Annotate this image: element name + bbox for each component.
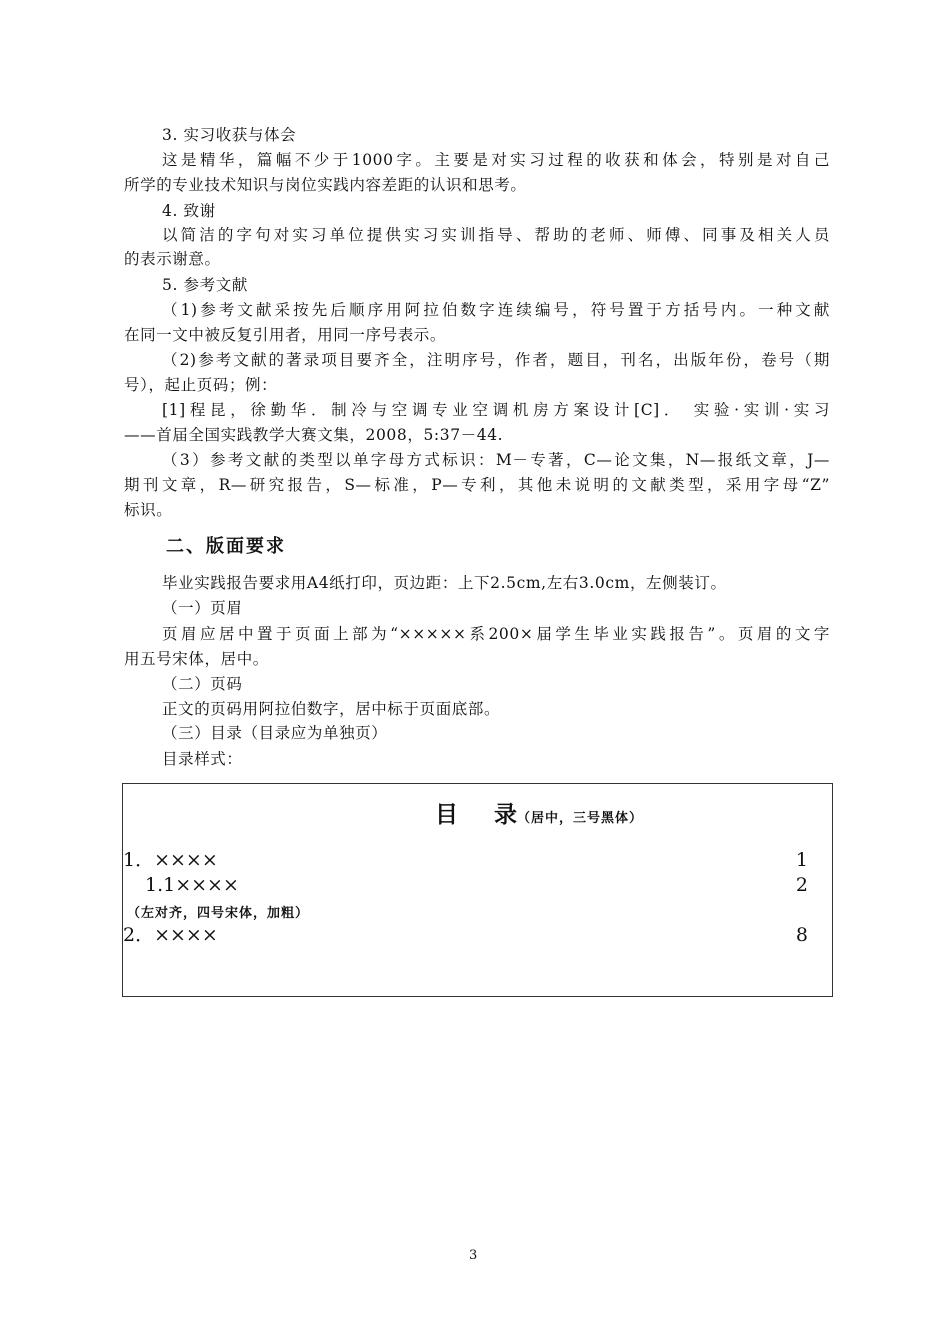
paragraph-line: 期刊文章，R—研究报告，S—标准，P—专利，其他未说明的文献类型，采用字母“Z”	[124, 476, 830, 494]
paragraph-line: 正文的页码用阿拉伯数字，居中标于页面底部。	[162, 700, 501, 718]
toc-title-char: 录	[494, 802, 517, 828]
toc-title	[435, 796, 643, 829]
paragraph-line: （3）参考文献的类型以单字母方式标识：M－专著，C—论文集，N—报纸文章，J—	[162, 451, 830, 469]
toc-entry-label: 2．××××	[123, 924, 218, 946]
toc-entry-label: 1.1××××	[145, 874, 239, 896]
toc-entry-page: 2	[795, 874, 808, 896]
toc-entry-page: 8	[795, 924, 808, 946]
subheading-toc: （三）目录（目录应为单独页）	[162, 724, 388, 742]
paragraph-line: 以简洁的字句对实习单位提供实习实训指导、帮助的老师、师傅、同事及相关人员	[162, 226, 830, 244]
subheading-header: （一）页眉	[162, 599, 243, 617]
subheading-references: 5. 参考文献	[162, 276, 248, 294]
paragraph-line: 页眉应居中置于页面上部为“×××××系200×届学生毕业实践报告”。页眉的文字	[162, 625, 830, 643]
toc-entry-label: 1．××××	[123, 849, 218, 871]
toc-title-char: 目	[435, 802, 458, 828]
subheading-page-number: （二）页码	[162, 675, 243, 693]
section-heading: 二、版面要求	[166, 536, 286, 557]
reference-example: [1]程昆，徐勤华．制冷与空调专业空调机房方案设计[C]． 实验·实训·实习	[162, 401, 830, 419]
subheading-gains: 3. 实习收获与体会	[162, 126, 297, 144]
paragraph-line: 号），起止页码；例：	[124, 376, 278, 394]
paragraph-line: （1)参考文献采按先后顺序用阿拉伯数字连续编号，符号置于方括号内。一种文献	[162, 301, 830, 319]
paragraph-line: 标识。	[124, 501, 173, 519]
paragraph-line: 在同一文中被反复引用者，用同一序号表示。	[124, 326, 447, 344]
paragraph-line: 用五号宋体，居中。	[124, 650, 269, 668]
toc-sample-box	[122, 783, 833, 997]
paragraph-line: 所学的专业技术知识与岗位实践内容差距的认识和思考。	[124, 176, 527, 194]
paragraph-line: （2)参考文献的著录项目要齐全，注明序号，作者，题目，刊名，出版年份，卷号（期	[162, 351, 830, 369]
subheading-thanks: 4. 致谢	[162, 202, 216, 220]
paragraph-line: 目录样式：	[162, 750, 243, 768]
paragraph-line: 这是精华，篇幅不少于1000字。主要是对实习过程的收获和体会，特别是对自己	[162, 151, 830, 169]
paragraph-line: 毕业实践报告要求用A4纸打印，页边距：上下2.5cm,左右3.0cm，左侧装订。	[162, 574, 727, 592]
toc-entry-page: 1	[795, 849, 808, 871]
reference-example: ——首届全国实践教学大赛文集，2008，5:37－44.	[124, 426, 504, 444]
paragraph-line: 的表示谢意。	[124, 250, 221, 268]
page-number: 3	[469, 1248, 478, 1263]
toc-title-note: （居中，三号黑体）	[517, 811, 644, 826]
toc-format-note: （左对齐，四号宋体，加粗）	[127, 906, 310, 921]
